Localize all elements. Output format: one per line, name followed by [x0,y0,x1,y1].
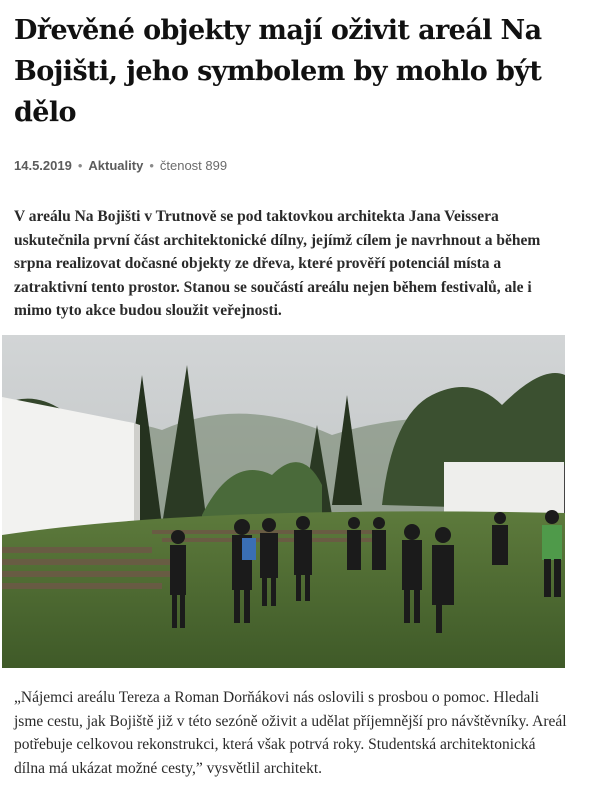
article-readcount: čtenost 899 [159,158,228,173]
article-quote: „Nájemci areálu Tereza a Roman Dorňákovi nás oslovili s prosbou o pomoc. Hledali jsme cestu, jak Bojiště již v této sezóně oživit a udělat příjemnější pro návštěvníky. Areál potřebuje celkovou rekonstrukci, která však potrvá roky. Studentská architektonická dílna má ukázat možné cesty,” vysvětlil architekt. [14,689,567,777]
article-date: 14.5.2019 [14,158,72,173]
photo-person-blue-jacket [242,538,256,560]
photo-illustration [2,335,565,668]
meta-separator: • [77,158,83,173]
photo-screen-side [134,423,140,533]
photo-grass [2,511,565,668]
article-headline: Dřevěné objekty mají oživit areál Na Bojišti, jeho symbolem by mohlo být dělo [14,15,542,128]
photo-person-green-jacket [542,525,562,560]
article-meta [14,158,227,173]
article-photo [2,335,565,668]
meta-separator: • [149,158,154,173]
article-category-link[interactable]: Aktuality [88,158,144,173]
article-lead: V areálu Na Bojišti v Trutnově se pod taktovkou architekta Jana Veissera uskutečnila první část architektonické dílny, jejímž cílem je navrhnout a během srpna realizovat dočasné objekty ze dřeva, které prověří potenciál místa a zatraktivní tento prostor. Stanou se součástí areálu nejen během festivalů, ale i mimo tyto akce budou sloužit veřejnosti. [14,208,541,319]
